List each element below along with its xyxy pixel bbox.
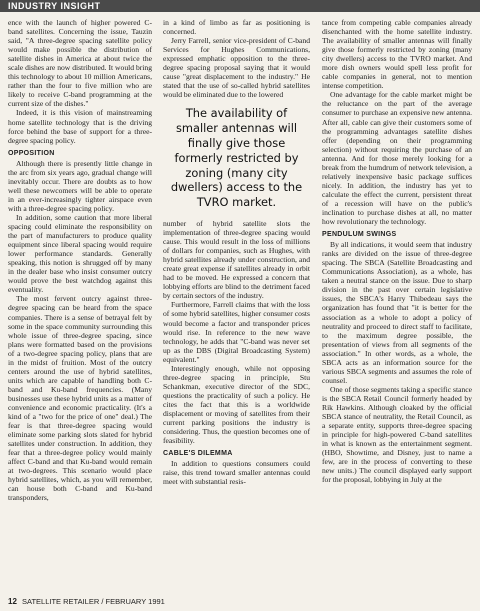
article-column-3 — [322, 18, 472, 484]
paragraph: number of hybrid satellite slots the implementation of three-degree spacing would cause. This would result in the loss of millions of dollars for companies, such as Hughes, with hybrid satellites already under construction, and create great expense if satellites already in orbit had to be moved. He expressed a concern that lobbying efforts are blind to the detriment faced by certain sectors of the industry. — [163, 219, 310, 301]
publication-line: SATELLITE RETAILER / FEBRUARY 1991 — [22, 597, 165, 606]
pull-quote: The availability of smaller antennas will finally give those formerly restricted by zoning (many city dwellers) access to the TVRO market. — [170, 106, 303, 210]
paragraph: ence with the launch of higher powered C-band satellites. Concerning the issue, Tauzin said, "A three-degree spacing satellite policy would make possible the distribution of satellite dishes in America at about twice the scale dishes are now distributed. It would bring this technology to about 10 million Americans, rather than the four to five million who are likely to receive C-band programming at the current size of the dishes." — [8, 18, 152, 109]
paragraph: tance from competing cable companies already disenchanted with the home satellite industry. The availability of smaller antennas will finally give those formerly restricted by zoning (many city dwellers) access to the TVRO market. And more dish owners would spell less profit for cable companies in general, not to mention intense competition. — [322, 18, 472, 91]
article-column-2 — [163, 18, 310, 486]
page-number: 12 — [8, 597, 17, 606]
subheading-pendulum-swings: PENDULUM SWINGS — [322, 231, 397, 239]
paragraph: Furthermore, Farrell claims that with the loss of some hybrid satellites, higher consumer costs would become a factor and transponder prices would rise. In reference to the new wave technology, he adds that "C-band was never set up as the DBS (Digital Broadcasting System) equivalent." — [163, 300, 310, 364]
paragraph: in a kind of limbo as far as positioning is concerned. — [163, 18, 310, 37]
paragraph: Jerry Farrell, senior vice-president of C-band Services for Hughes Communications, expressed emphatic opposition to the three-degree spacing proposal saying that it would cause "great displacement to the industry." He stated that the use of so-called hybrid satellites would be eliminated due to the lowered — [163, 36, 310, 100]
article-column-1 — [8, 18, 152, 502]
paragraph: By all indications, it would seem that industry ranks are divided on the issue of three-degree spacing. The SBCA (Satellite Broadcasting and Communications Association), as a whole, has taken a neutral stance on the issue. Due to sharp division in the past over certain legislative issues, the SBCA's Harry Thibedeau says the organization has found that "it is better for the association as a whole to adopt a policy of neutrality and proceed to direct staff to facilitate, to the maximum degree possible, the presentation of views from all segments of the association." In other words, as a whole, the SBCA acts as an information source for the various SBCA segments and assumes the role of counsel. — [322, 240, 472, 385]
section-title: INDUSTRY INSIGHT — [8, 1, 101, 11]
paragraph: In addition, some caution that more liberal spacing could eliminate the responsibility on the part of manufacturers to produce quality equipment since liberal spacing would require lower performance standards. Generally speaking, this notion is shrugged off by many in the dealer base who insist consumer outcry would prove the best watchdog against this eventuality. — [8, 212, 152, 295]
paragraph: The most fervent outcry against three-degree spacing can be heard from the space companies. There is a sense of betrayal felt by some in the space community surrounding this whole issue of three-degree spacing, since plans were formatted based on the provisions of a two-degree spacing policy, plans that are in the midst of fruition. Most of the outcry centers around the use of hybrid satellites, units which are capable of handling both C-band and Ku-band frequencies. (Many businesses use these hybrid units as a matter of convenience and economic practicality. (It's a kind of a "two for the price of one" deal.) The fear is that three-degree spacing would eliminate some parking slots slated for hybrid satellites under construction. In addition, they fear that a three-degree policy would mainly affect C-band and that Ku-band would remain at two-degrees. This scenario would place hybrid satellites, which, as you will remember, can house both C-band and Ku-band transponders, — [8, 294, 152, 503]
paragraph: One of those segments taking a specific stance is the SBCA Retail Council formerly headed by Rik Hawkins. Although cloaked by the official SBCA stance of neutrality, the Retail Council, as a separate entity, supports three-degree spacing in principle for high-powered C-band satellites in what is known as the entertainment segment. (HBO, Showtime, and Disney, just to name a few, are in the process of converting to these new units.) The council displayed early support for the proposal, lobbying in July at the — [322, 384, 472, 485]
subheading-cables-dilemma: CABLE'S DILEMMA — [163, 450, 233, 458]
paragraph: Indeed, it is this vision of mainstreaming home satellite technology that is the driving force behind the base of support for a three-degree spacing policy. — [8, 108, 152, 145]
paragraph: In addition to questions consumers could raise, this trend toward smaller antennas could meet with substantial resis- — [163, 459, 310, 487]
paragraph: One advantage for the cable market might be the reluctance on the part of the average consumer to purchase an expensive new antenna. After all, cable can give their customers some of the programming advantages satellite dishes offer (depending on their programming selection) without requiring the purchase of an antenna. And for those merely looking for a break from the humdrum of network television, a relatively inexpensive basic package suffices nicely. In addition, the industry has yet to calculate the effect the current, persistent threat of a recession will have on the public's inclination to purchase dishes at all, no matter how revolutionary the technology. — [322, 90, 472, 227]
subheading-opposition: OPPOSITION — [8, 149, 55, 157]
section-header-bar — [0, 0, 480, 12]
page-footer — [8, 597, 165, 606]
paragraph: Interestingly enough, while not opposing three-degree spacing in principle, Stu Schankman, executive director of the SDC, questions the practicality of such a policy. He cites the fact that this is a worldwide displacement or moving of satellites from their current parking positions the industry is considering. Thus, the question becomes one of feasibility. — [163, 363, 310, 446]
paragraph: Although there is presently little change in the arc from six years ago, gradual change will inevitably occur. There are doubts as to how well these newcomers will be able to operate in an ever-increasingly tighter airspace even with a three-degree spacing policy. — [8, 158, 152, 213]
